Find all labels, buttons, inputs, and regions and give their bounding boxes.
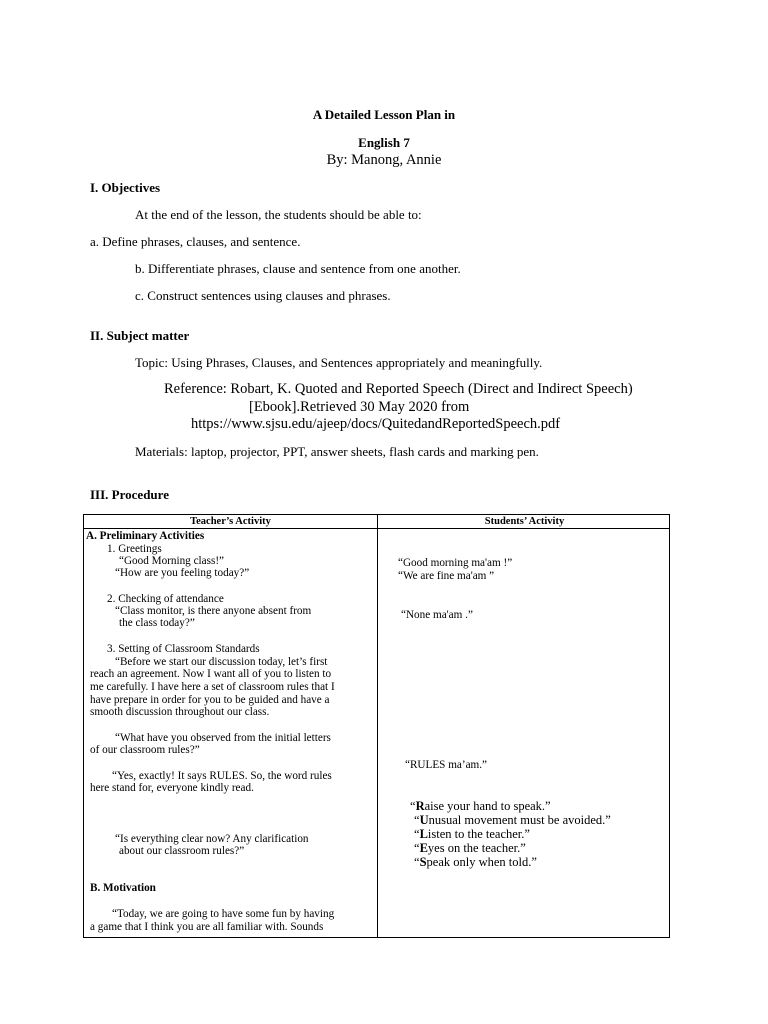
rule-item: “Raise your hand to speak.” <box>410 799 551 813</box>
objectives-heading: I. Objectives <box>90 180 161 195</box>
teacher-line: have prepare in order for you to be guided and have a <box>90 694 330 706</box>
student-line: “Good morning ma'am !” <box>398 557 513 569</box>
attendance-label: 2. Checking of attendance <box>107 593 224 605</box>
motivation-heading: B. Motivation <box>90 882 156 894</box>
teacher-column-header: Teacher’s Activity <box>190 516 271 527</box>
teacher-line: about our classroom rules?” <box>119 845 245 857</box>
teacher-line: “How are you feeling today?” <box>115 567 250 579</box>
objective-item-c: c. Construct sentences using clauses and phrases. <box>135 288 391 303</box>
objective-item-b: b. Differentiate phrases, clause and sentence from one another. <box>135 261 461 276</box>
student-line: “RULES ma’am.” <box>405 759 488 771</box>
procedure-table <box>83 514 670 938</box>
rule-item: “Unusual movement must be avoided.” <box>414 813 611 827</box>
author-line: By: Manong, Annie <box>326 152 442 168</box>
student-line: “None ma'am .” <box>401 609 473 621</box>
column-divider <box>377 515 378 937</box>
teacher-line: “Yes, exactly! It says RULES. So, the word rules <box>112 770 332 782</box>
materials-line: Materials: laptop, projector, PPT, answer sheets, flash cards and marking pen. <box>135 444 539 459</box>
rule-item: “Speak only when told.” <box>414 855 537 869</box>
objectives-intro: At the end of the lesson, the students should be able to: <box>135 207 422 222</box>
teacher-line: smooth discussion throughout our class. <box>90 706 270 718</box>
teacher-line: “Today, we are going to have some fun by having <box>112 908 335 920</box>
teacher-line: “What have you observed from the initial letters <box>115 732 331 744</box>
teacher-line: the class today?” <box>119 617 195 629</box>
objective-item-a: a. Define phrases, clauses, and sentence. <box>90 234 301 249</box>
subject-title: English 7 <box>358 135 410 150</box>
classroom-standards-label: 3. Setting of Classroom Standards <box>107 643 260 655</box>
student-line: “We are fine ma'am ” <box>398 570 495 582</box>
greetings-label: 1. Greetings <box>107 543 162 555</box>
teacher-line: reach an agreement. Now I want all of you to listen to <box>90 668 332 680</box>
reference-url: https://www.sjsu.edu/ajeep/docs/QuitedandReportedSpeech.pdf <box>191 416 561 432</box>
reference-line-2: [Ebook].Retrieved 30 May 2020 from <box>249 399 470 415</box>
header-divider <box>84 528 669 529</box>
topic-line: Topic: Using Phrases, Clauses, and Sentences appropriately and meaningfully. <box>135 355 543 370</box>
teacher-line: me carefully. I have here a set of classroom rules that I <box>90 681 335 693</box>
rule-item: “Eyes on the teacher.” <box>414 841 526 855</box>
preliminary-activities-heading: A. Preliminary Activities <box>86 530 205 542</box>
teacher-line: “Before we start our discussion today, let’s first <box>115 656 328 668</box>
teacher-line: “Class monitor, is there anyone absent from <box>115 605 312 617</box>
teacher-line: a game that I think you are all familiar with. Sounds <box>90 921 324 933</box>
teacher-line: here stand for, everyone kindly read. <box>90 782 254 794</box>
reference-line-1: Reference: Robart, K. Quoted and Reported Speech (Direct and Indirect Speech) <box>164 381 633 397</box>
rule-item: “Listen to the teacher.” <box>414 827 530 841</box>
students-column-header: Students’ Activity <box>484 516 565 527</box>
procedure-heading: III. Procedure <box>90 487 169 502</box>
teacher-line: “Good Morning class!” <box>119 555 225 567</box>
subject-matter-heading: II. Subject matter <box>90 328 190 343</box>
teacher-line: “Is everything clear now? Any clarification <box>115 833 309 845</box>
document-title: A Detailed Lesson Plan in <box>312 107 456 122</box>
teacher-line: of our classroom rules?” <box>90 744 200 756</box>
